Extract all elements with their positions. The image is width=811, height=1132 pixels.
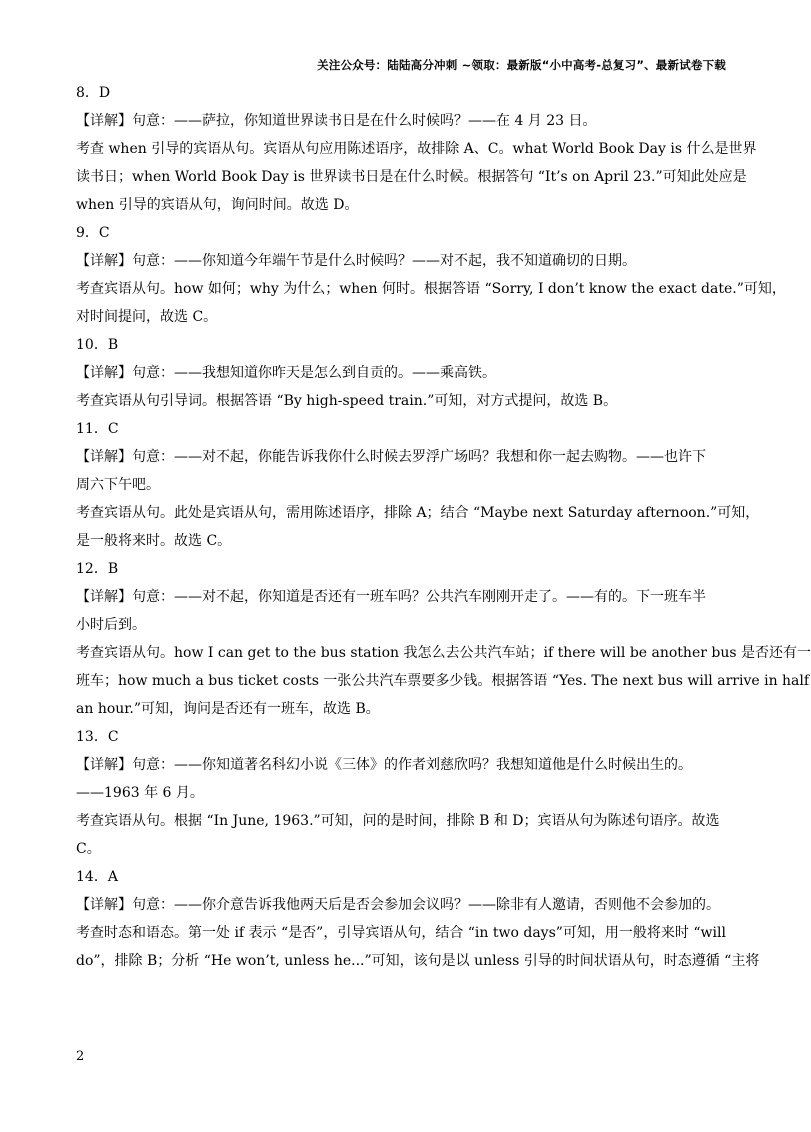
page-header: 关注公众号：陆陆高分冲刺 ~领取：最新版“小中高考-总复习”、最新试卷下载 — [317, 58, 726, 72]
explanation-line: 【详解】句意：——对不起，你知道是否还有一班车吗？公共汽车刚刚开走了。——有的。下一班车半 — [76, 589, 706, 605]
answer-number: 14．A — [76, 869, 118, 885]
explanation-line: 【详解】句意：——你知道著名科幻小说《三体》的作者刘慈欣吗？我想知道他是什么时候出生的。 — [76, 757, 692, 773]
explanation-line: 周六下午吧。 — [76, 477, 160, 493]
explanation-line: 考查 when 引导的宾语从句。宾语从句应用陈述语序，故排除 A、C。what World Book Day is 什么是世界 — [76, 141, 757, 157]
answer-number: 8．D — [76, 85, 111, 101]
explanation-line: 考查宾语从句。根据 “In June, 1963.”可知，问的是时间，排除 B 和 D；宾语从句为陈述句语序。故选 — [76, 813, 720, 829]
explanation-line: an hour.”可知，询问是否还有一班车，故选 B。 — [76, 701, 380, 717]
explanation-line: 【详解】句意：——萨拉，你知道世界读书日是在什么时候吗？——在 4 月 23 日。 — [76, 113, 597, 129]
explanation-line: 对时间提问，故选 C。 — [76, 309, 218, 325]
answer-number: 9．C — [76, 225, 110, 241]
explanation-line: do”，排除 B；分析 “He won’t, unless he...”可知，该句是以 unless 引导的时间状语从句，时态遵循 “主将 — [76, 953, 760, 969]
answer-number: 12．B — [76, 561, 119, 577]
answer-number: 13．C — [76, 729, 119, 745]
explanation-line: 【详解】句意：——对不起，你能告诉我你什么时候去罗浮广场吗？我想和你一起去购物。——也许下 — [76, 449, 706, 465]
explanation-line: 【详解】句意：——你介意告诉我他两天后是否会参加会议吗？——除非有人邀请，否则他不会参加的。 — [76, 897, 720, 913]
answer-number: 10．B — [76, 337, 119, 353]
page-number: 2 — [76, 1049, 85, 1064]
explanation-line: 考查宾语从句。how I can get to the bus station 我怎么去公共汽车站；if there will be another bus 是否还有一 — [76, 645, 811, 661]
explanation-line: 小时后到。 — [76, 617, 146, 633]
explanation-line: ——1963 年 6 月。 — [76, 785, 204, 801]
explanation-line: 考查宾语从句。此处是宾语从句，需用陈述语序，排除 A；结合 “Maybe next Saturday afternoon.”可知， — [76, 505, 760, 521]
explanation-line: 考查宾语从句引导词。根据答语 “By high-speed train.”可知，对方式提问，故选 B。 — [76, 393, 618, 409]
explanation-line: 读书日；when World Book Day is 世界读书日是在什么时候。根据答句 “It’s on April 23.”可知此处应是 — [76, 169, 747, 185]
explanation-line: 班车；how much a bus ticket costs 一张公共汽车票要多少钱。根据答语 “Yes. The next bus will arrive in half — [76, 673, 810, 689]
answer-content — [76, 79, 811, 975]
explanation-line: 【详解】句意：——你知道今年端午节是什么时候吗？——对不起，我不知道确切的日期。 — [76, 253, 636, 269]
explanation-line: 考查时态和语态。第一处 if 表示 “是否”，引导宾语从句，结合 “in two days”可知，用一般将来时 “will — [76, 925, 726, 941]
explanation-line: 考查宾语从句。how 如何；why 为什么；when 何时。根据答语 “Sorry, I don’t know the exact date.”可知， — [76, 281, 786, 297]
explanation-line: 【详解】句意：——我想知道你昨天是怎么到自贡的。——乘高铁。 — [76, 365, 496, 381]
explanation-line: when 引导的宾语从句，询问时间。故选 D。 — [76, 197, 359, 213]
explanation-line: 是一般将来时。故选 C。 — [76, 533, 232, 549]
explanation-line: C。 — [76, 841, 101, 857]
answer-number: 11．C — [76, 421, 119, 437]
